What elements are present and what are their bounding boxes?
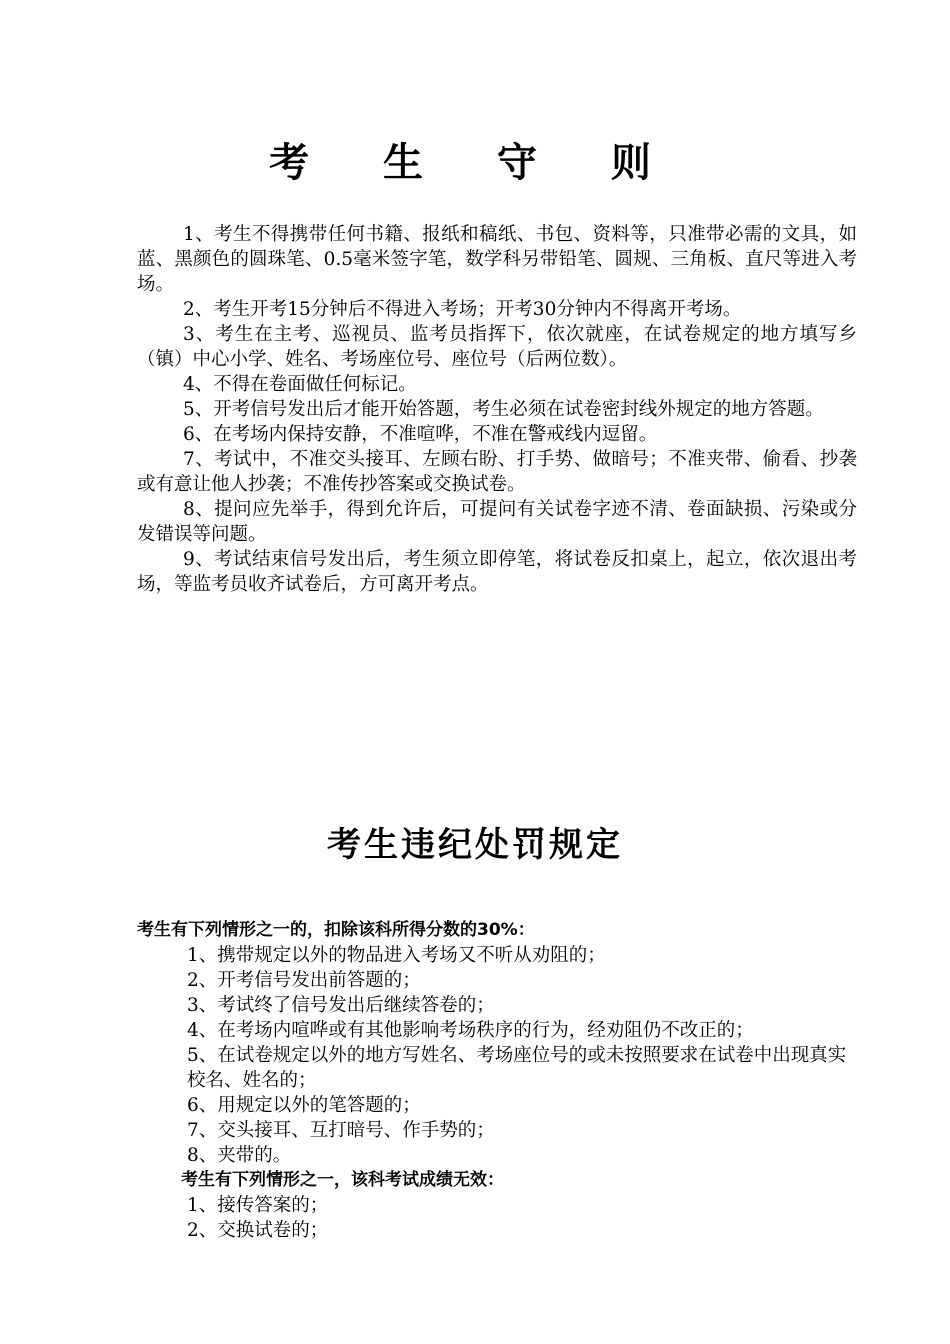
rule-item: 3、考生在主考、巡视员、监考员指挥下，依次就座，在试卷规定的地方填写乡（镇）中心小学、姓名、考场座位号、座位号（后两位数）。	[137, 324, 857, 370]
penalty-void-heading: 考生有下列情形之一，该科考试成绩无效：	[181, 1170, 504, 1190]
exam-rules-list	[137, 222, 857, 597]
rule-item: 7、考试中，不准交头接耳、左顾右盼、打手势、做暗号；不准夹带、偷看、抄袭或有意让他人抄袭；不准传抄答案或交换试卷。	[137, 449, 857, 495]
penalty-item: 1、接传答案的；	[187, 1195, 329, 1216]
penalty-item: 1、携带规定以外的物品进入考场又不听从劝阻的；	[187, 945, 606, 966]
penalty-item: 5、在试卷规定以外的地方写姓名、考场座位号的或未按照要求在试卷中出现真实校名、姓名的；	[187, 1045, 847, 1091]
rule-item: 8、提问应先举手，得到允许后，可提问有关试卷字迹不清、卷面缺损、污染或分发错误等问题。	[137, 499, 857, 545]
rule-item: 9、考试结束信号发出后，考生须立即停笔，将试卷反扣桌上，起立，依次退出考场，等监考员收齐试卷后，方可离开考点。	[137, 549, 857, 595]
penalty-item: 7、交头接耳、互打暗号、作手势的；	[187, 1120, 495, 1141]
exam-rules-title: 考 生 守 则	[269, 140, 681, 186]
penalty-title: 考生违纪处罚规定	[327, 825, 623, 865]
rule-item: 4、不得在卷面做任何标记。	[183, 374, 417, 395]
penalty-item: 3、考试终了信号发出后继续答卷的；	[187, 995, 495, 1016]
rule-item: 2、考生开考15分钟后不得进入考场；开考30分钟内不得离开考场。	[183, 299, 742, 320]
penalty-section	[137, 918, 857, 1243]
penalty-item: 2、交换试卷的；	[187, 1220, 329, 1241]
penalty-item: 6、用规定以外的笔答题的；	[187, 1095, 421, 1116]
rule-item: 1、考生不得携带任何书籍、报纸和稿纸、书包、资料等，只准带必需的文具，如蓝、黑颜色的圆珠笔、0.5毫米签字笔，数学科另带铅笔、圆规、三角板、直尺等进入考场。	[137, 224, 857, 295]
rule-item: 5、开考信号发出后才能开始答题，考生必须在试卷密封线外规定的地方答题。	[183, 399, 824, 420]
penalty-item: 8、夹带的。	[187, 1145, 292, 1166]
rule-item: 6、在考场内保持安静，不准喧哗，不准在警戒线内逗留。	[183, 424, 658, 445]
penalty-item: 2、开考信号发出前答题的；	[187, 970, 421, 991]
penalty-30-heading: 考生有下列情形之一的，扣除该科所得分数的30%：	[137, 920, 535, 940]
penalty-item: 4、在考场内喧哗或有其他影响考场秩序的行为，经劝阻仍不改正的；	[187, 1020, 754, 1041]
